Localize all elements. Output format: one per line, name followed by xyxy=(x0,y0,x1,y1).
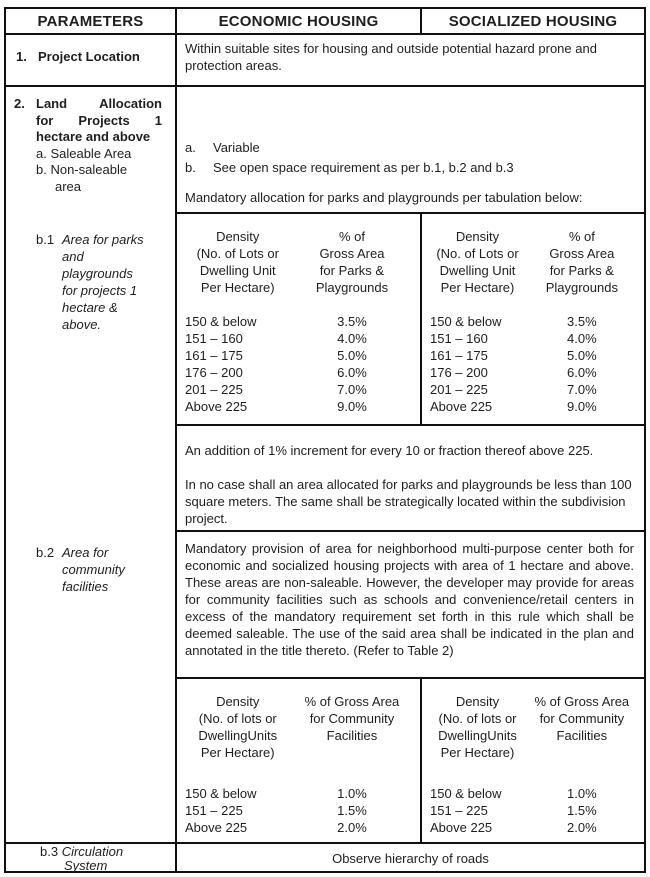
circulation-system-value: Observe hierarchy of roads xyxy=(332,850,489,866)
heading-line: Land Allocation xyxy=(36,96,162,111)
land-allocation-content xyxy=(177,87,644,842)
label-line: community xyxy=(62,562,125,577)
community-table-economic xyxy=(177,679,422,842)
percent-header: % of Gross Area for Community Facilities xyxy=(534,694,630,743)
table-row: 201 – 225 7.0% xyxy=(430,382,597,397)
label-line: facilities xyxy=(62,579,109,594)
table-row: 161 – 175 5.0% xyxy=(185,348,367,363)
table-header-row xyxy=(6,9,644,35)
item-number: b. xyxy=(185,160,196,175)
b2-community-label xyxy=(36,544,166,595)
item-number: b.1 xyxy=(36,232,55,247)
heading-line: hectare and above xyxy=(36,129,151,144)
row-project-location xyxy=(6,35,644,87)
table-row: 151 – 160 4.0% xyxy=(430,331,597,346)
mandatory-allocation-text: Mandatory allocation for parks and playgrounds per tabulation below: xyxy=(185,190,583,205)
land-allocation-param-cell xyxy=(6,87,177,842)
community-tabulation xyxy=(177,679,644,842)
label-line: Area for parks xyxy=(62,232,144,247)
table-row: Above 225 2.0% xyxy=(185,820,367,835)
parks-tabulation xyxy=(177,214,644,426)
density-header: Density (No. of lots or DwellingUnits Per Hectare) xyxy=(198,694,278,760)
table-row: 150 & below 1.0% xyxy=(185,786,367,801)
parameters-table xyxy=(4,7,646,873)
land-allocation-heading xyxy=(14,96,162,195)
label-line: System xyxy=(64,857,108,873)
percent-header: % of Gross Area for Community Facilities xyxy=(304,694,400,743)
percent-header: % of Gross Area for Parks & Playgrounds xyxy=(545,229,618,295)
density-header: Density (No. of Lots or Dwelling Unit Per Hectare) xyxy=(196,229,279,295)
saleable-area-item: a. Saleable Area xyxy=(36,145,132,161)
row-land-allocation xyxy=(6,87,644,844)
open-space-text: See open space requirement as per b.1, b.2 and b.3 xyxy=(213,160,514,175)
label-line: hectare & xyxy=(62,300,118,315)
table-row: Above 225 9.0% xyxy=(185,399,367,414)
circulation-system-label xyxy=(6,844,177,872)
parks-table-socialized xyxy=(422,214,644,424)
project-location-text: Project Location xyxy=(38,49,140,64)
item-number: a. xyxy=(185,140,196,155)
table-row: 201 – 225 7.0% xyxy=(185,382,367,397)
item-number: b.3 xyxy=(40,844,59,859)
table-row: Above 225 2.0% xyxy=(430,820,597,835)
community-table-socialized xyxy=(422,679,644,842)
table-row: 150 & below 3.5% xyxy=(185,314,367,329)
percent-header: % of Gross Area for Parks & Playgrounds xyxy=(315,229,389,295)
item-number: b.2 xyxy=(36,545,55,560)
label-line: playgrounds xyxy=(62,266,133,281)
table-row: 150 & below 1.0% xyxy=(430,786,597,801)
variable-text: Variable xyxy=(213,140,260,155)
item-number: 2. xyxy=(14,96,25,111)
minimum-area-note: In no case shall an area allocated for parks and playgrounds be less than 100 square meters. The same shall be strategically located within the subdivision project. xyxy=(185,477,632,526)
header-economic-housing: ECONOMIC HOUSING xyxy=(177,9,422,33)
item-number: 1. xyxy=(16,49,27,64)
parks-table-economic xyxy=(177,214,422,424)
label-line: for projects 1 xyxy=(62,283,138,298)
label-line: and xyxy=(62,249,84,264)
label-line: above. xyxy=(62,317,102,332)
header-socialized-housing: SOCIALIZED HOUSING xyxy=(448,12,618,30)
density-header: Density (No. of Lots or Dwelling Unit Per Hectare) xyxy=(436,229,519,295)
row-circulation-system xyxy=(6,844,644,872)
table-row: 150 & below 3.5% xyxy=(430,314,597,329)
table-row: 176 – 200 6.0% xyxy=(185,365,367,380)
label-line: Area for xyxy=(62,545,109,560)
non-saleable-item-cont: area xyxy=(55,178,82,194)
heading-line: for Projects 1 xyxy=(36,112,162,128)
table-row: 151 – 225 1.5% xyxy=(430,803,597,818)
increment-note: An addition of 1% increment for every 10 or fraction thereof above 225. xyxy=(185,443,594,458)
b1-parks-label xyxy=(36,231,166,333)
community-facilities-paragraph: Mandatory provision of area for neighborhood multi-purpose center both for economic and socialized housing projects with area of 1 hectare and above. These areas are non-saleable. However, the developer may provide for areas for community facilities such as schools and convenience/retail centers in excess of the mandatory requirement set forth in this rule which shall be deemed saleable. The use of the said area shall be indicated in the plan and annotated in the title thereto. (Refer to Table 2) xyxy=(177,532,644,679)
header-parameters: PARAMETERS xyxy=(6,9,177,33)
label-line: Circulation xyxy=(61,844,124,859)
non-saleable-item: b. Non-saleable xyxy=(36,162,128,177)
table-row: 151 – 160 4.0% xyxy=(185,331,367,346)
project-location-value: Within suitable sites for housing and outside potential hazard prone and protection areas. xyxy=(185,41,597,73)
table-row: Above 225 9.0% xyxy=(430,399,597,414)
land-allocation-intro xyxy=(177,87,644,214)
table-row: 161 – 175 5.0% xyxy=(430,348,597,363)
project-location-label xyxy=(6,35,177,85)
density-header: Density (No. of lots or DwellingUnits Per Hectare) xyxy=(438,694,517,760)
table-row: 151 – 225 1.5% xyxy=(185,803,367,818)
parks-notes xyxy=(177,426,644,532)
table-row: 176 – 200 6.0% xyxy=(430,365,597,380)
